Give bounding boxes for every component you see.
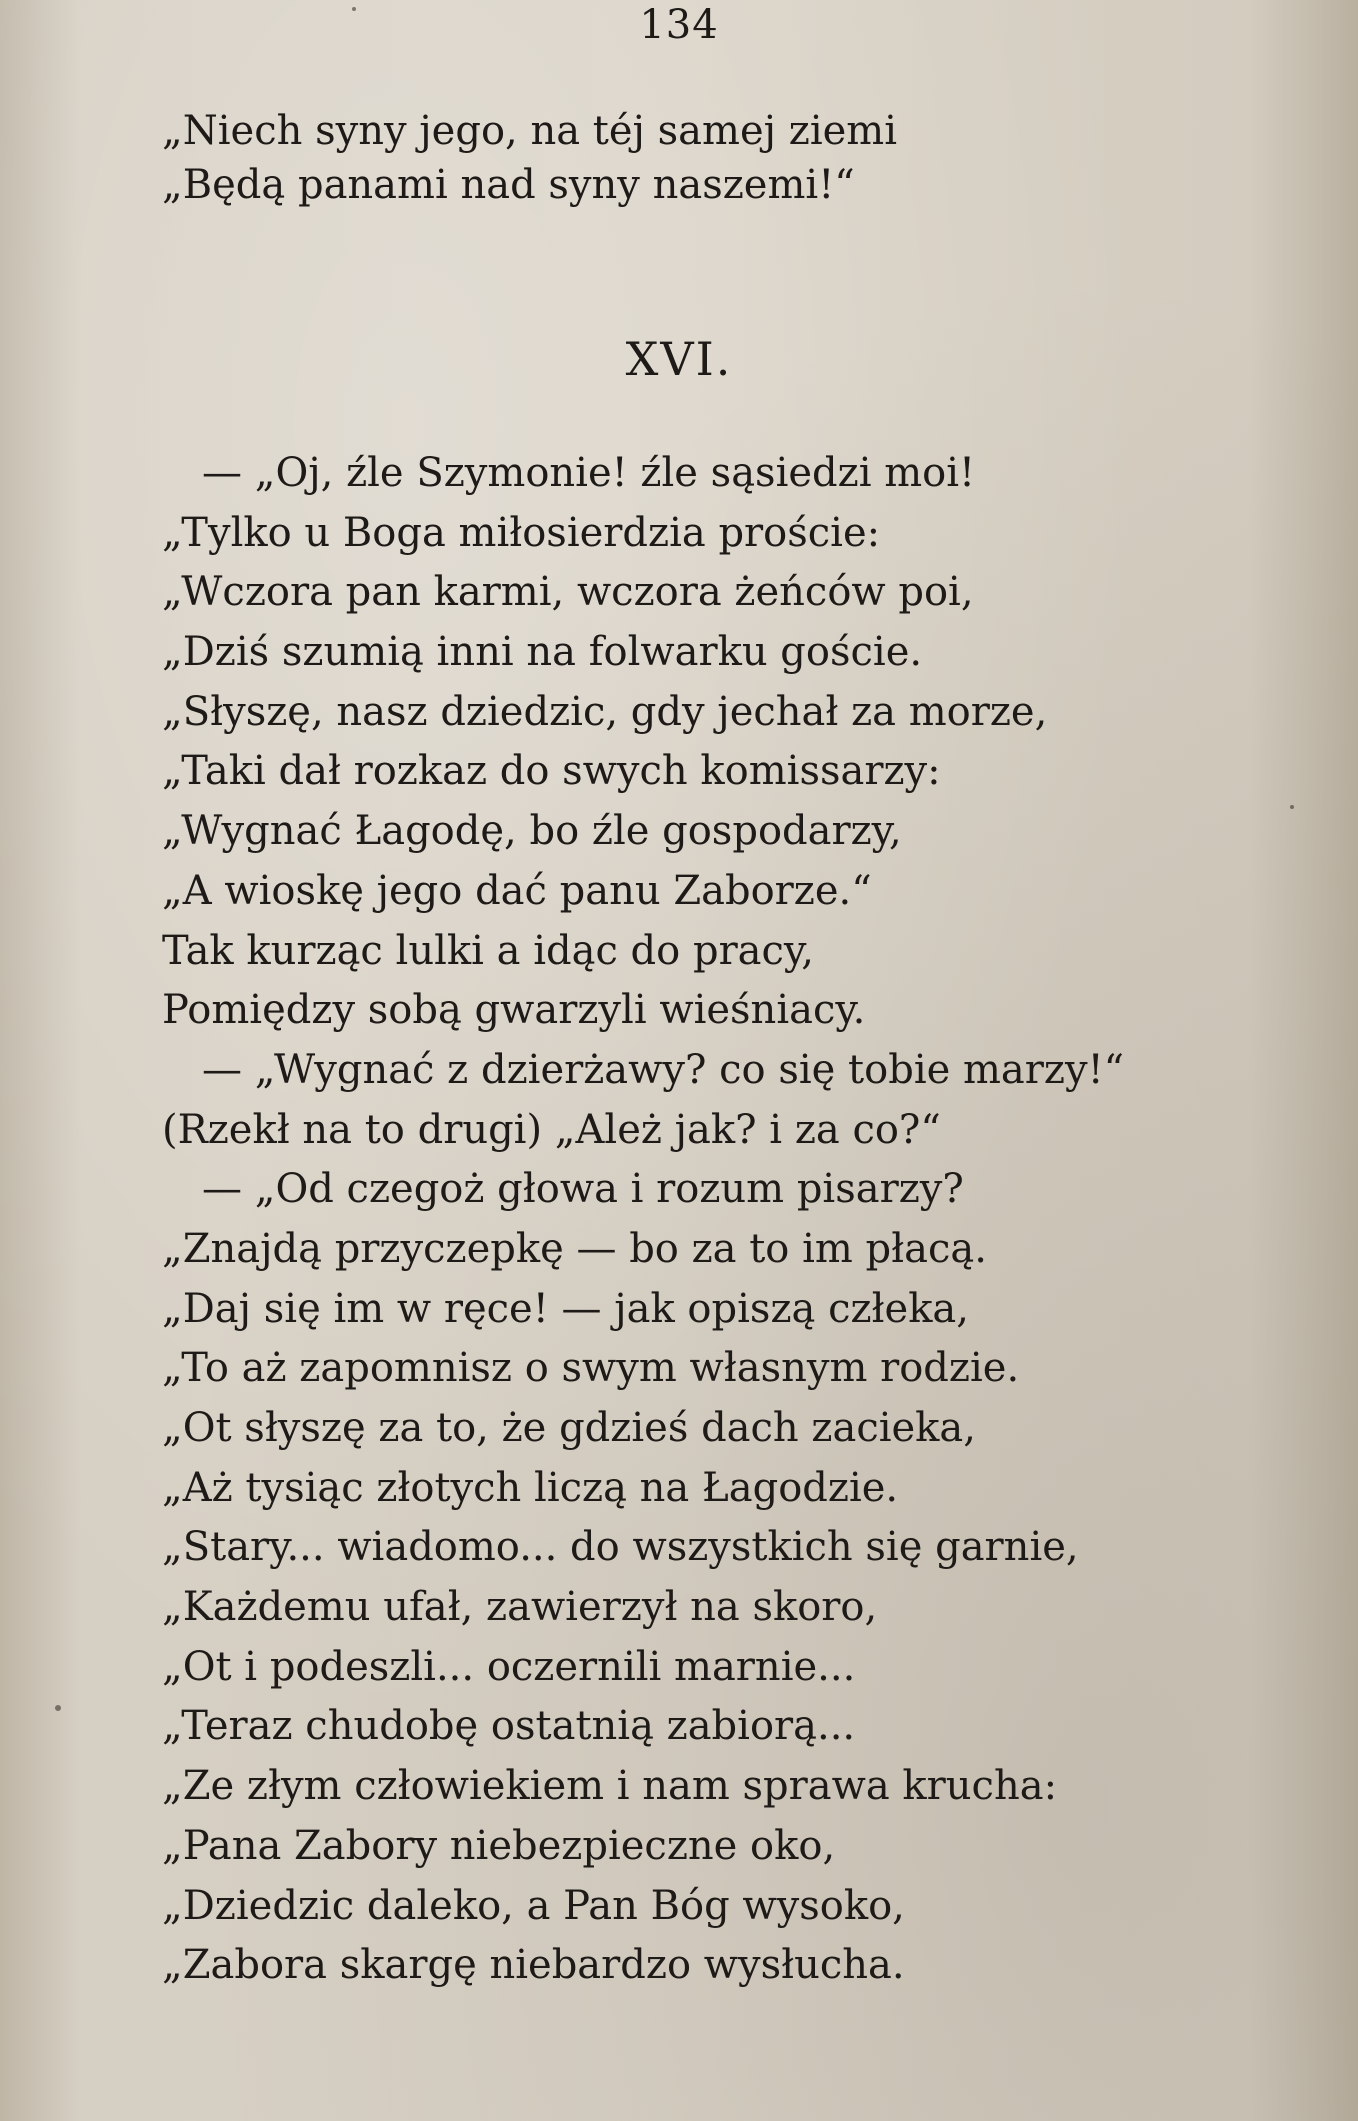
verse-line: (Rzekł na to drugi) „Ależ jak? i za co?“ bbox=[162, 1106, 941, 1153]
verse-line: „Wygnać Łagodę, bo źle gospodarzy, bbox=[162, 808, 902, 855]
verse-line: „Pana Zabory niebezpieczne oko, bbox=[162, 1822, 836, 1869]
verse-line: „To aż zapomnisz o swym własnym rodzie. bbox=[162, 1345, 1020, 1392]
verse-line: — „Oj, źle Szymonie! źle sąsiedzi moi! bbox=[202, 450, 976, 496]
verse-line: — „Wygnać z dzierżawy? co się tobie marzy!“ bbox=[202, 1046, 1125, 1093]
verse-line: Pomiędzy sobą gwarzyli wieśniacy. bbox=[162, 987, 866, 1034]
verse-line: „Aż tysiąc złotych liczą na Łagodzie. bbox=[162, 1464, 899, 1511]
verse-body bbox=[162, 444, 1282, 1996]
verse-line: „Ot słyszę za to, że gdzieś dach zacieka, bbox=[162, 1405, 976, 1451]
verse-line: „Dziedzic daleko, a Pan Bóg wysoko, bbox=[162, 1882, 905, 1929]
verse-line: „Stary... wiadomo... do wszystkich się garnie, bbox=[162, 1524, 1079, 1571]
verse-line: „Będą panami nad syny naszemi!“ bbox=[162, 162, 855, 208]
paper-speck bbox=[1290, 805, 1294, 809]
page-number: 134 bbox=[639, 2, 719, 48]
verse-line: „Ot i podeszli... oczernili marnie... bbox=[162, 1643, 856, 1690]
verse-line: „A wioskę jego dać panu Zaborze.“ bbox=[162, 867, 872, 914]
verse-line: Tak kurząc lulki a idąc do pracy, bbox=[162, 927, 814, 974]
verse-line: „Ze złym człowiekiem i nam sprawa krucha: bbox=[162, 1763, 1058, 1810]
verse-line: „Każdemu ufał, zawierzył na skoro, bbox=[162, 1584, 878, 1631]
verse-line: „Niech syny jego, na téj samej ziemi bbox=[162, 108, 897, 154]
verse-line: „Tylko u Boga miłosierdzia proście: bbox=[162, 509, 881, 556]
paper-speck bbox=[352, 7, 356, 11]
verse-fragment bbox=[162, 104, 1282, 212]
paper-speck bbox=[55, 1705, 61, 1711]
verse-line: — „Od czegoż głowa i rozum pisarzy? bbox=[202, 1166, 964, 1213]
verse-line: „Taki dał rozkaz do swych komissarzy: bbox=[162, 748, 941, 795]
verse-line: „Znajdą przyczepkę — bo za to im płacą. bbox=[162, 1225, 987, 1272]
verse-line: „Wczora pan karmi, wczora żeńców poi, bbox=[162, 569, 974, 616]
verse-line: „Słyszę, nasz dziedzic, gdy jechał za morze, bbox=[162, 688, 1048, 735]
section-heading: XVI. bbox=[625, 332, 733, 386]
verse-line: „Zabora skargę niebardzo wysłucha. bbox=[162, 1942, 905, 1989]
verse-line: „Daj się im w ręce! — jak opiszą człeka, bbox=[162, 1285, 969, 1332]
verse-line: „Teraz chudobę ostatnią zabiorą... bbox=[162, 1703, 856, 1750]
verse-line: „Dziś szumią inni na folwarku goście. bbox=[162, 629, 923, 676]
